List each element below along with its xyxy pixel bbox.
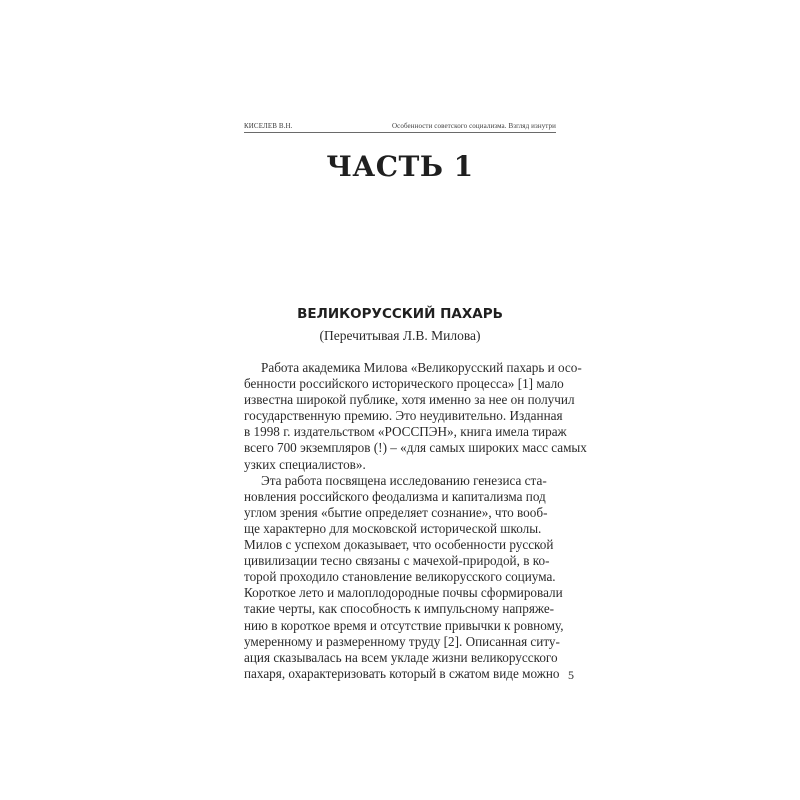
text-line: умеренному и размеренному труду [2]. Описанная ситу-: [244, 633, 560, 649]
text-line: государственную премию. Это неудивительно. Изданная: [244, 408, 563, 424]
body-text: [244, 360, 587, 682]
chapter-title: ВЕЛИКОРУССКИЙ ПАХАРЬ: [297, 306, 503, 322]
text-line: Работа академика Милова «Великорусский пахарь и осо-: [261, 360, 582, 375]
text-line: узких специалистов».: [244, 456, 366, 472]
text-line: Милов с успехом доказывает, что особенности русской: [244, 537, 554, 553]
text-line: Эта работа посвящена исследованию генезиса ста-: [261, 472, 547, 488]
part-title: ЧАСТЬ 1: [326, 150, 474, 183]
chapter-subtitle: (Перечитывая Л.В. Милова): [319, 328, 481, 343]
text-line: ация сказывалась на всем укладе жизни великорусского: [244, 649, 558, 665]
text-line: бенности российского исторического процесса» [1] мало: [244, 376, 564, 392]
text-line: цивилизации тесно связаны с мачехой-природой, в ко-: [244, 553, 550, 569]
text-line: нию в короткое время и отсутствие привычки к ровному,: [244, 617, 564, 633]
header-book-title: Особенности советского социализма. Взгляд изнутри: [392, 122, 556, 130]
header-author: КИСЕЛЕВ В.Н.: [244, 122, 293, 130]
text-line: новления российского феодализма и капитализма под: [244, 488, 546, 504]
running-header: [244, 118, 556, 133]
text-line: всего 700 экземпляров (!) – «для самых широких масс самых: [244, 440, 587, 456]
text-line: торой проходило становление великорусского социума.: [244, 569, 556, 585]
page-number: 5: [568, 668, 574, 682]
text-line: такие черты, как способность к импульсному напряже-: [244, 601, 555, 617]
text-line: известна широкой публике, хотя именно за нее он получил: [244, 392, 575, 408]
text-line: в 1998 г. издательством «РОССПЭН», книга имела тираж: [244, 424, 567, 440]
text-line: ще характерно для московской исторической школы.: [244, 520, 542, 536]
text-line: Короткое лето и малоплодородные почвы сформировали: [244, 585, 563, 601]
text-line: пахаря, охарактеризовать который в сжатом виде можно: [244, 665, 560, 681]
text-line: углом зрения «бытие определяет сознание», что вооб-: [244, 504, 548, 520]
